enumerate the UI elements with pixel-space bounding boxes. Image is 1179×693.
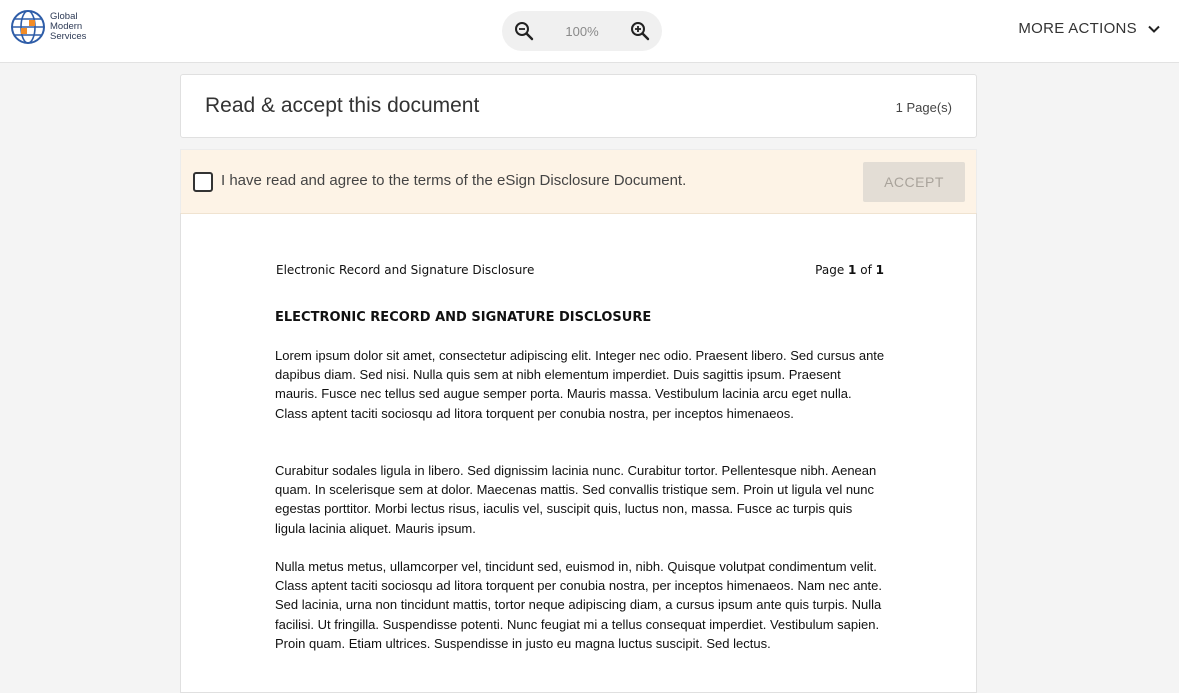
top-bar (0, 0, 1179, 63)
brand-line: Global (50, 11, 78, 22)
brand-logo[interactable] (10, 10, 102, 44)
brand-line: Services (50, 31, 87, 42)
page-prefix: Page (815, 263, 845, 277)
zoom-out-button[interactable] (512, 19, 536, 43)
page-count: 1 Page(s) (895, 100, 952, 115)
zoom-out-icon (514, 21, 534, 41)
consent-bar (180, 149, 977, 213)
agree-checkbox[interactable] (193, 172, 213, 192)
zoom-level: 100% (565, 23, 599, 39)
page-of: of (860, 263, 872, 277)
brand-name (50, 12, 102, 42)
more-actions-menu[interactable] (1018, 20, 1161, 37)
document-viewer (180, 213, 977, 693)
more-actions-label: MORE ACTIONS (1018, 20, 1137, 37)
zoom-in-button[interactable] (628, 19, 652, 43)
zoom-in-icon (630, 21, 650, 41)
document-running-header: Electronic Record and Signature Disclosure (276, 263, 535, 277)
document-paragraph: Lorem ipsum dolor sit amet, consectetur adipiscing elit. Integer nec odio. Praesent libero. Sed cursus ante dapibus diam. Sed nisi. Nulla quis sem at nibh elementum imperdiet. Duis sagittis ipsum. Praesent mauris. Fusce nec tellus sed augue semper porta. Mauris massa. Vestibulum lacinia arcu eget nulla. Class aptent taciti sociosqu ad litora torquent per conubia nostra, per inceptos himenaeos. (275, 348, 885, 421)
document-paragraph: Nulla metus metus, ullamcorper vel, tincidunt sed, euismod in, nibh. Quisque volutpat condimentum velit. Class aptent taciti sociosqu ad litora torquent per conubia nostra, per inceptos himenaeos. Nam nec ante. Sed lacinia, urna non tincidunt mattis, tortor neque adipiscing diam, a cursus ipsum ante quis turpis. Nulla facilisi. Ut fringilla. Suspendisse potenti. Nunc feugiat mi a tellus consequat imperdiet. Vestibulum sapien. Proin quam. Etiam ultrices. Suspendisse in justo eu magna luctus suscipit. Sed lectus. (275, 559, 883, 651)
page-total: 1 (875, 263, 884, 277)
agree-label[interactable]: I have read and agree to the terms of the eSign Disclosure Document. (221, 172, 687, 189)
document-title: ELECTRONIC RECORD AND SIGNATURE DISCLOSURE (275, 310, 652, 325)
brand-line: Modern (50, 21, 83, 32)
page-title: Read & accept this document (205, 94, 480, 117)
zoom-control (502, 11, 662, 51)
accept-button[interactable]: ACCEPT (863, 162, 965, 202)
chevron-down-icon (1147, 22, 1161, 36)
document-card-header (180, 74, 977, 138)
document-paragraph: Curabitur sodales ligula in libero. Sed dignissim lacinia nunc. Curabitur tortor. Pellentesque nibh. Aenean quam. In scelerisque sem at dolor. Maecenas mattis. Sed convallis tristique sem. Proin ut ligula vel nunc egestas porttitor. Morbi lectus risus, iaculis vel, suscipit quis, luctus non, massa. Fusce ac turpis quis ligula lacinia aliquet. Mauris ipsum. (275, 463, 877, 536)
globe-logo-icon (10, 9, 46, 45)
document-page-indicator (815, 263, 884, 277)
page-current: 1 (848, 263, 857, 277)
